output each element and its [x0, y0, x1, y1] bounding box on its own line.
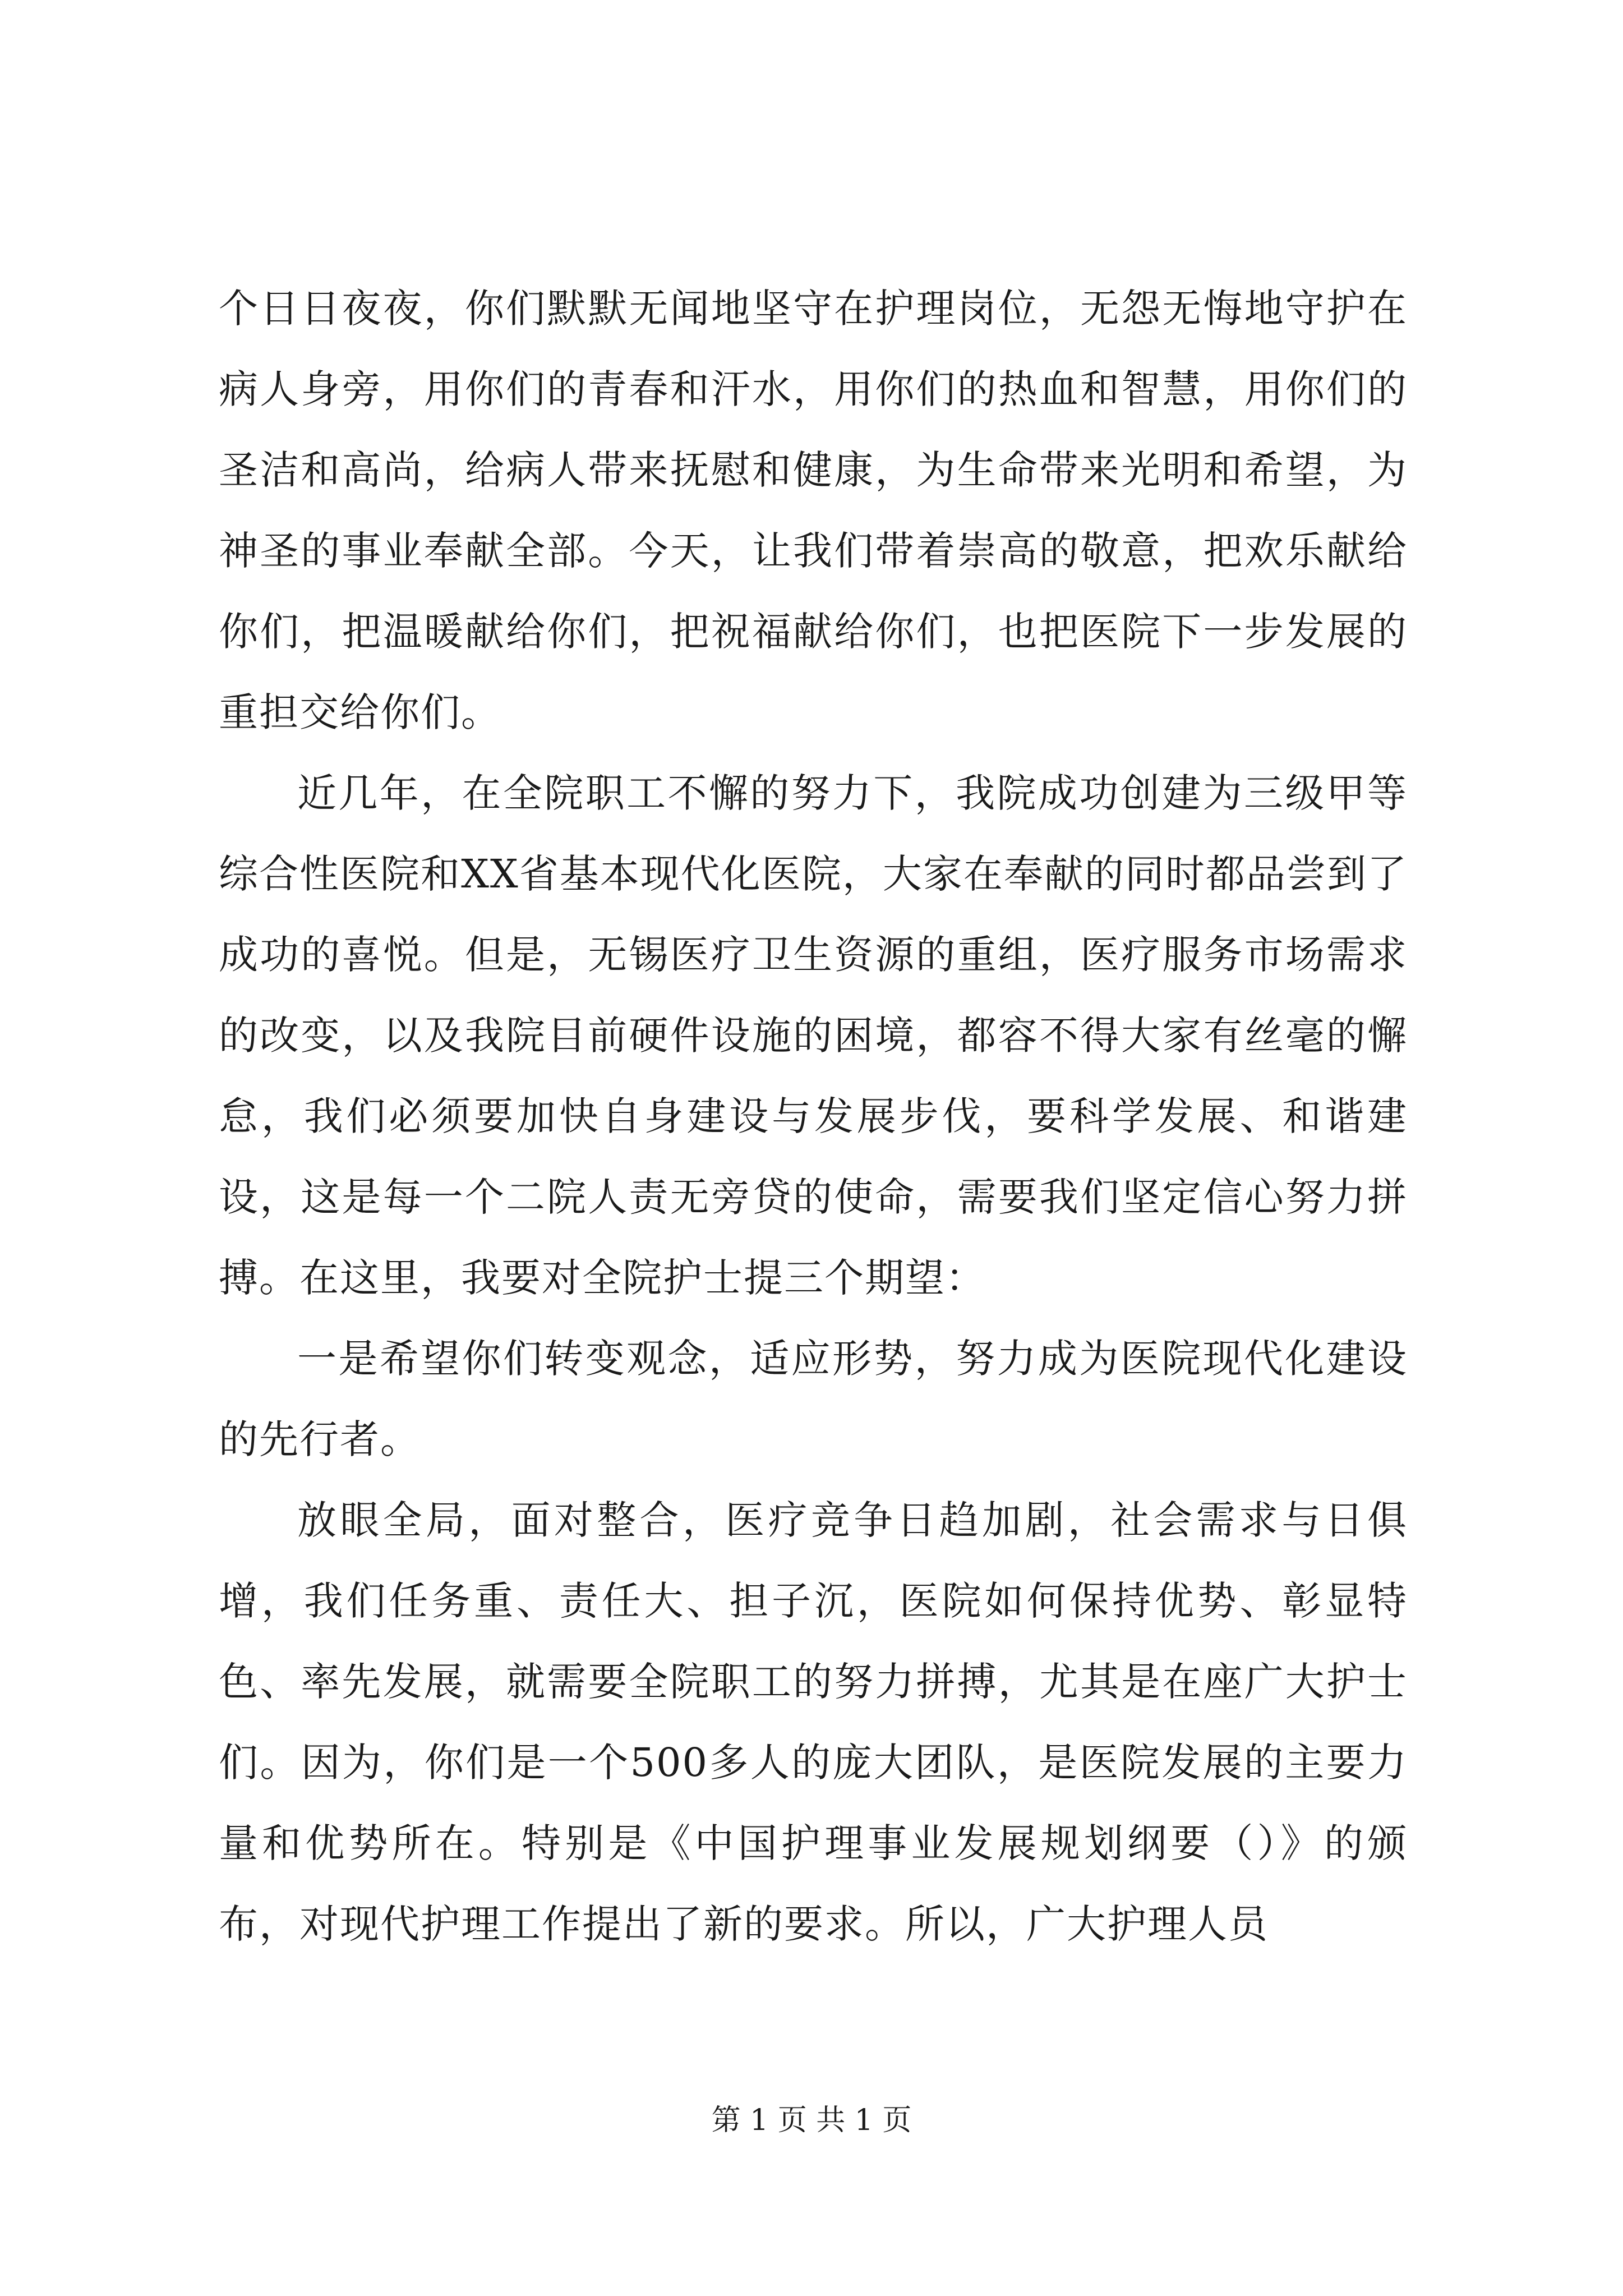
paragraph-4: 放眼全局，面对整合，医疗竞争日趋加剧，社会需求与日俱增，我们任务重、责任大、担子沉，医院如何保持优势、彰显特色、率先发展，就需要全院职工的努力拼搏，尤其是在座广大护士们。因为，你们是一个500多人的庞大团队，是医院发展的主要力量和优势所在。特别是《中国护理事业发展规划纲要（）》的颁布，对现代护理工作提出了新的要求。所以，广大护理人员 [219, 1497, 1408, 1947]
paragraph-2: 近几年，在全院职工不懈的努力下，我院成功创建为三级甲等综合性医院和XX省基本现代化医院，大家在奉献的同时都品尝到了成功的喜悦。但是，无锡医疗卫生资源的重组，医疗服务市场需求的改变，以及我院目前硬件设施的困境，都容不得大家有丝毫的懈怠，我们必须要加快自身建设与发展步伐，要科学发展、和谐建设，这是每一个二院人责无旁贷的使命，需要我们坚定信心努力拼搏。在这里，我要对全院护士提三个期望： [219, 770, 1408, 1301]
paragraph-1: 个日日夜夜，你们默默无闻地坚守在护理岗位，无怨无悔地守护在病人身旁，用你们的青春和汗水，用你们的热血和智慧，用你们的圣洁和高尚，给病人带来抚慰和健康，为生命带来光明和希望，为神圣的事业奉献全部。今天，让我们带着崇高的敬意，把欢乐献给你们，把温暖献给你们，把祝福献给你们，也把医院下一步发展的重担交给你们。 [219, 286, 1408, 735]
paragraph-3: 一是希望你们转变观念，适应形势，努力成为医院现代化建设的先行者。 [219, 1336, 1408, 1462]
page-footer: 第 1 页 共 1 页 [711, 2104, 912, 2137]
document-body [219, 268, 1408, 1964]
